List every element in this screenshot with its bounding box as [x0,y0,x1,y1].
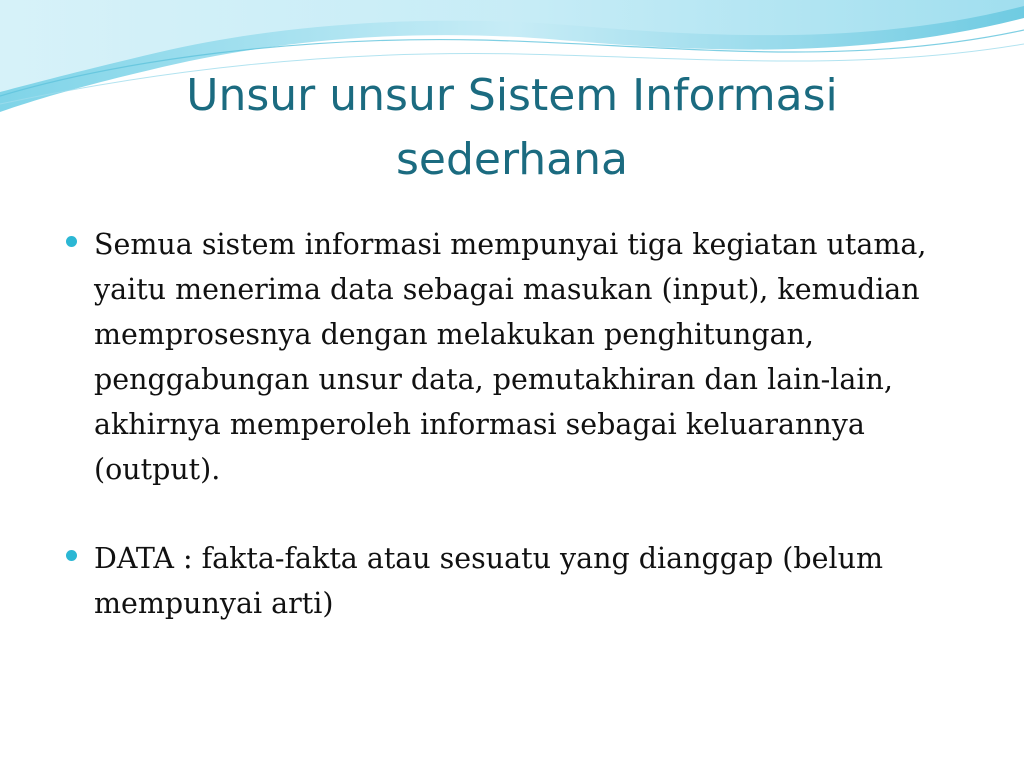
bullet-dot-icon [66,236,77,247]
slide-title [60,64,964,192]
list-item [66,222,966,492]
slide-title-line-1: Unsur unsur Sistem Informasi [186,70,838,121]
list-item [66,536,966,626]
bullet-text: DATA : fakta-fakta atau sesuatu yang dianggap (belum mempunyai arti) [94,542,883,620]
slide-title-line-2: sederhana [395,134,628,185]
bullet-text: Semua sistem informasi mempunyai tiga kegiatan utama, yaitu menerima data sebagai masukan (input), kemudian memprosesnya dengan melakukan penghitungan, penggabungan unsur data, pemutakhiran dan lain-lain, akhirnya memperoleh informasi sebagai keluarannya (output). [94,228,927,486]
bullet-dot-icon [66,550,77,561]
bullet-list [66,222,966,670]
